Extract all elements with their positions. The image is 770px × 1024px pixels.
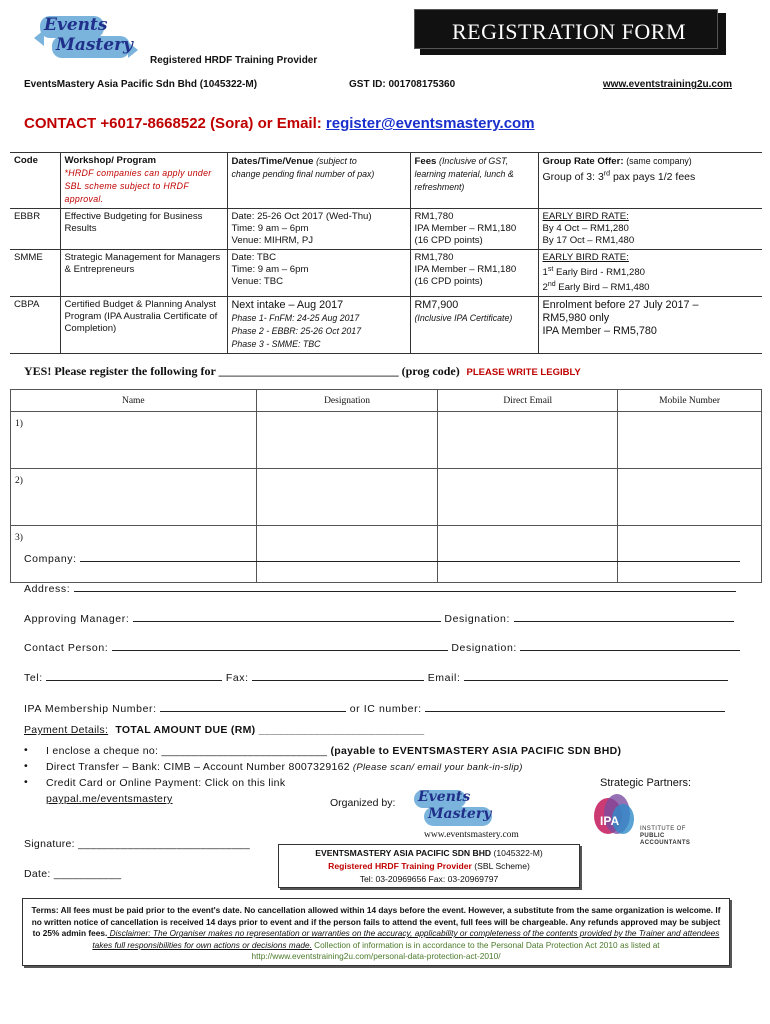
logo-word-mastery: Mastery: [56, 35, 133, 55]
terms-text: Terms: All fees must be paid prior to the event's date. No cancellation allowed within 14 days before the event. However, a substitute from the same organization is welcome. If no written notice of cancellation is received 14 days prior to event and if the person fails to attend the event, full fees will be chargeable. Any refunds approved may be subject to 25% admin fees.: [31, 905, 721, 939]
row-offer: EARLY BIRD RATE: By 4 Oct – RM1,280 By 17 Oct – RM1,480: [538, 209, 762, 250]
terms-box: [22, 898, 730, 966]
row-code: SMME: [10, 250, 60, 297]
ic-number-label: or IC number:: [349, 703, 422, 715]
address-label: Address:: [24, 583, 71, 595]
approving-manager-input[interactable]: [133, 613, 441, 622]
card-option: Credit Card or Online Payment: Click on this link: [46, 777, 286, 789]
row-dates: Date: 25-26 Oct 2017 (Wed-Thu) Time: 9 am – 6pm Venue: MIHRM, PJ: [227, 209, 410, 250]
workshop-row-cbpa: [10, 297, 762, 354]
contact-person-row: [24, 642, 740, 654]
events-mastery-logo: [34, 12, 138, 64]
register-prompt: [24, 364, 581, 379]
company-line: [24, 79, 738, 93]
company-field-row: [24, 553, 740, 565]
tel-input[interactable]: [46, 672, 222, 681]
ipa-membership-input[interactable]: [160, 703, 346, 712]
organized-by-label: Organized by:: [330, 797, 396, 809]
participant-mobile-2[interactable]: [618, 469, 762, 526]
header-program: Workshop/ Program *HRDF companies can apply under SBL scheme subject to HRDF approval.: [60, 153, 227, 209]
form-title-box: [420, 13, 726, 55]
address-input[interactable]: [74, 583, 736, 592]
ipa-membership-label: IPA Membership Number:: [24, 703, 157, 715]
header-fees: Fees (Inclusive of GST, learning material, lunch & refreshment): [410, 153, 538, 209]
tel-fax-email-row: [24, 672, 728, 684]
ipa-line2: PUBLIC: [640, 833, 665, 839]
col-name: Name: [11, 390, 257, 412]
col-designation: Designation: [256, 390, 438, 412]
approving-manager-row: [24, 613, 734, 625]
row-dates: Next intake – Aug 2017 Phase 1- FnFM: 24-25 Aug 2017 Phase 2 - EBBR: 25-26 Oct 2017 Phase 3 - SMME: TBC: [227, 297, 410, 354]
company-input[interactable]: [80, 553, 740, 562]
payment-label: Payment Details:: [24, 724, 109, 736]
register-prompt-text: YES! Please register the following for ______________________________ (prog code): [24, 364, 460, 378]
row-dates: Date: TBC Time: 9 am – 6pm Venue: TBC: [227, 250, 410, 297]
workshop-row-smme: [10, 250, 762, 297]
row-fees: RM7,900 (Inclusive IPA Certificate): [410, 297, 538, 354]
ipa-membership-row: [24, 703, 725, 715]
gst-id: GST ID: 001708175360: [349, 79, 456, 90]
row-fees: RM1,780 IPA Member – RM1,180 (16 CPD points): [410, 209, 538, 250]
row-code: CBPA: [10, 297, 60, 354]
box-tel-fax: Tel: 03-20969656 Fax: 03-20969797: [359, 874, 499, 884]
paypal-link[interactable]: paypal.me/eventsmastery: [46, 793, 173, 805]
tel-label: Tel:: [24, 672, 43, 684]
header-dates: Dates/Time/Venue (subject to change pending final number of pax): [227, 153, 410, 209]
date-line[interactable]: Date: ___________: [24, 868, 122, 880]
participant-mobile-1[interactable]: [618, 412, 762, 469]
logo-word-mastery: Mastery: [428, 806, 492, 822]
transfer-option: Direct Transfer – Bank: CIMB – Account Number 8007329162 (Please scan/ email your bank-in-slip): [46, 761, 523, 773]
bullet-icon: •: [24, 744, 28, 756]
row-code: EBBR: [10, 209, 60, 250]
participant-row: [11, 412, 762, 469]
total-amount-due: TOTAL AMOUNT DUE (RM) ___________________________: [115, 724, 425, 736]
fax-label: Fax:: [225, 672, 249, 684]
email-input[interactable]: [464, 672, 728, 681]
row-program: Strategic Management for Managers & Entrepreneurs: [60, 250, 227, 297]
form-title: REGISTRATION FORM: [451, 19, 687, 44]
cheque-option: I enclose a cheque no: ___________________________ (payable to EVENTSMASTERY ASIA PACIFIC SDN BHD): [46, 745, 622, 757]
box-company: EVENTSMASTERY ASIA PACIFIC SDN BHD (1045322-M): [315, 848, 543, 858]
organizer-website[interactable]: www.eventsmastery.com: [424, 830, 519, 840]
fax-input[interactable]: [252, 672, 424, 681]
contact-email-link[interactable]: register@eventsmastery.com: [325, 115, 535, 132]
participant-row: [11, 469, 762, 526]
contact-designation-input[interactable]: [520, 642, 740, 651]
row-program: Certified Budget & Planning Analyst Program (IPA Australia Certificate of Completion): [60, 297, 227, 354]
ipa-line1: INSTITUTE OF: [640, 826, 686, 832]
participant-email-1[interactable]: [438, 412, 618, 469]
contact-person-input[interactable]: [112, 642, 448, 651]
hrdf-subtitle: Registered HRDF Training Provider: [150, 55, 318, 66]
designation-label: Designation:: [451, 642, 517, 654]
disclaimer-text: Disclaimer: The Organiser makes no representation or warranties on the accuracy, applicability or completeness of the contents provided by the Trainer and attendees takes full responsibilities for own actions or decisions made.: [92, 928, 720, 950]
bullet-icon: •: [24, 776, 28, 788]
row-offer: EARLY BIRD RATE: 1st Early Bird - RM1,280 2nd Early Bird – RM1,480: [538, 250, 762, 297]
strategic-partners-label: Strategic Partners:: [600, 777, 692, 789]
organizer-info-box: [278, 844, 580, 888]
workshop-table: [10, 152, 762, 354]
participant-designation-2[interactable]: [256, 469, 438, 526]
ipa-logo: [592, 792, 722, 846]
participant-name-1[interactable]: 1): [11, 412, 257, 469]
approving-designation-input[interactable]: [514, 613, 734, 622]
header-group-rate: Group Rate Offer: (same company) Group of 3: 3rd pax pays 1/2 fees: [538, 153, 762, 209]
email-label: Email:: [427, 672, 461, 684]
ipa-mark: IPA: [600, 814, 620, 828]
signature-line[interactable]: Signature: ____________________________: [24, 838, 250, 850]
logo-word-events: Events: [418, 789, 471, 805]
organizer-logo: [410, 788, 514, 832]
bullet-icon: •: [24, 760, 28, 772]
contact-line: [24, 115, 535, 132]
ic-number-input[interactable]: [425, 703, 725, 712]
hrdf-note: *HRDF companies can apply under SBL scheme subject to HRDF approval.: [64, 168, 212, 204]
participant-name-3[interactable]: 3): [11, 526, 257, 583]
row-offer: Enrolment before 27 July 2017 – RM5,980 only IPA Member – RM5,780: [538, 297, 762, 354]
designation-label: Designation:: [444, 613, 510, 625]
address-field-row: [24, 583, 736, 595]
contact-text: CONTACT +6017-8668522 (Sora) or Email:: [24, 115, 326, 132]
approving-manager-label: Approving Manager:: [24, 613, 130, 625]
participant-name-2[interactable]: 2): [11, 469, 257, 526]
participant-designation-1[interactable]: [256, 412, 438, 469]
company-label: Company:: [24, 553, 77, 565]
company-name: EventsMastery Asia Pacific Sdn Bhd (1045322-M): [24, 79, 258, 90]
header-code: Code: [10, 153, 60, 209]
logo-word-events: Events: [44, 15, 108, 35]
col-mobile: Mobile Number: [618, 390, 762, 412]
workshop-row-ebbr: [10, 209, 762, 250]
ipa-line3: ACCOUNTANTS: [640, 840, 691, 846]
row-program: Effective Budgeting for Business Results: [60, 209, 227, 250]
privacy-text: Collection of information is in accordance to the Personal Data Protection Act 2010 as listed at http://www.eventstraining2u.com/personal-data-protection-act-2010/: [251, 939, 660, 962]
box-hrdf: Registered HRDF Training Provider (SBL Scheme): [328, 861, 530, 871]
payment-details: [24, 724, 424, 736]
participant-email-2[interactable]: [438, 469, 618, 526]
website-link[interactable]: www.eventstraining2u.com: [602, 79, 732, 90]
col-email: Direct Email: [438, 390, 618, 412]
contact-person-label: Contact Person:: [24, 642, 109, 654]
row-fees: RM1,780 IPA Member – RM1,180 (16 CPD points): [410, 250, 538, 297]
write-legibly: PLEASE WRITE LEGIBLY: [466, 367, 581, 378]
